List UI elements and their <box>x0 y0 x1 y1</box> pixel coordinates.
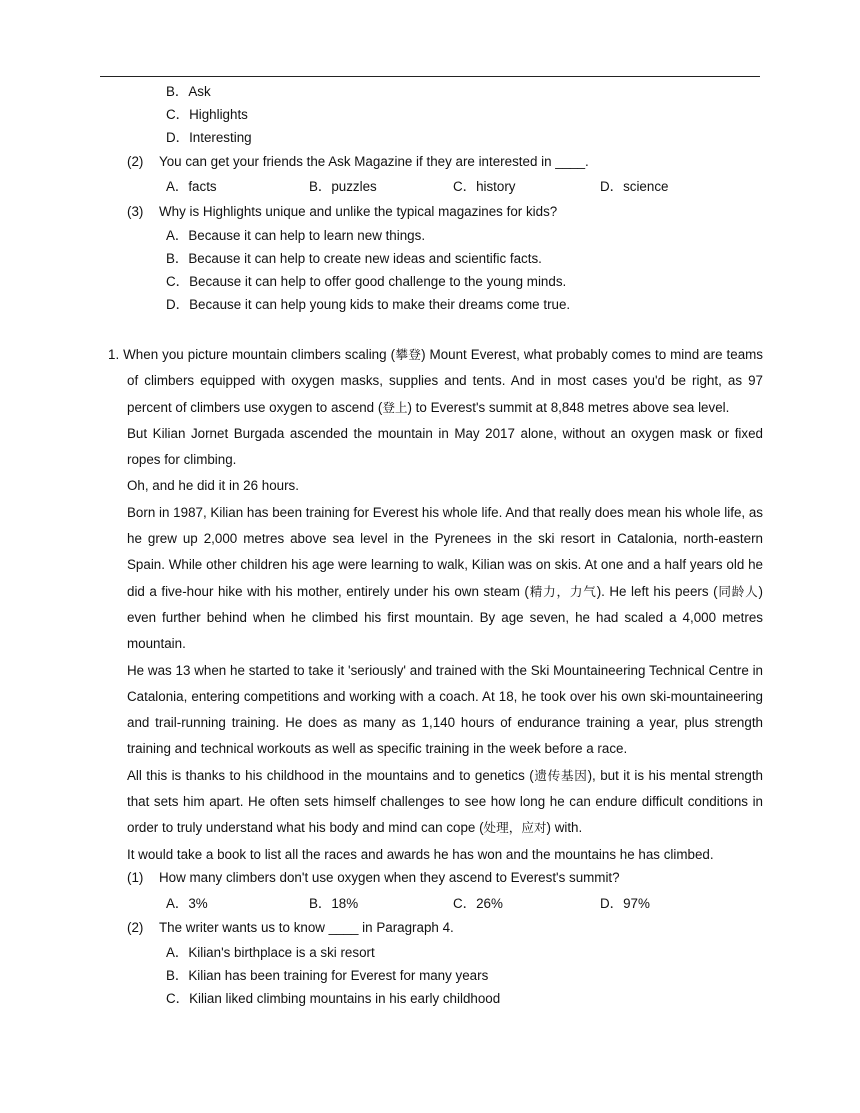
option-b: B．puzzles <box>309 179 377 194</box>
option-b: B．18% <box>309 896 359 911</box>
paragraph: 1. When you picture mountain climbers scaling (攀登) Mount Everest, what probably comes to mind are teams of climbers equipped with oxygen masks, supplies and tents. And in most cases you'd be right, as 97 percent of climbers use oxygen to ascend (登上) to Everest's summit at 8,848 metres above sea level. <box>108 347 763 415</box>
option-c: C．Kilian liked climbing mountains in his early childhood <box>166 991 501 1006</box>
option-b: B．Ask <box>166 84 211 99</box>
paragraph: Oh, and he did it in 26 hours. <box>127 478 299 494</box>
option-d: D．science <box>600 179 669 194</box>
header-rule <box>100 76 760 77</box>
option-d: D．97% <box>600 896 650 911</box>
question-stem: (2) You can get your friends the Ask Magazine if they are interested in ____. <box>127 154 589 169</box>
reading-passage <box>108 342 764 868</box>
question-stem: (1) How many climbers don't use oxygen when they ascend to Everest's summit? <box>127 870 620 885</box>
option-d: D．Interesting <box>166 130 252 145</box>
paragraph: Born in 1987, Kilian has been training for Everest his whole life. And that really does mean his whole life, as he grew up 2,000 metres above sea level in the Pyrenees in the ski resort in Catalonia, north-eastern Spain. While other children his age were learning to walk, Kilian was on skis. At one and a half years old he did a five-hour hike with his mother, entirely under his own steam (精力，力气). He left his peers (同龄人) even further behind when he climbed his first mountain. By age seven, he had scaled a 4,000 metres mountain. <box>127 504 764 652</box>
option-a: A．Because it can help to learn new things. <box>166 228 426 243</box>
option-c: C．history <box>453 179 516 194</box>
paragraph: But Kilian Jornet Burgada ascended the mountain in May 2017 alone, without an oxygen mask or fixed ropes for climbing. <box>127 425 763 468</box>
option-b: B．Because it can help to create new ideas and scientific facts. <box>166 251 542 266</box>
question-stem: (2) The writer wants us to know ____ in Paragraph 4. <box>127 920 454 935</box>
option-d: D．Because it can help young kids to make their dreams come true. <box>166 297 571 312</box>
option-a: A．facts <box>166 179 217 194</box>
option-c: C．26% <box>453 896 503 911</box>
option-a: A．Kilian's birthplace is a ski resort <box>166 945 375 960</box>
option-c: C．Highlights <box>166 107 248 122</box>
paragraph: All this is thanks to his childhood in the mountains and to genetics (遗传基因), but it is his mental strength that sets him apart. He often sets himself challenges to see how long he can endure difficult conditions in order to truly understand what his body and mind can cope (处理，应对) with. <box>127 767 764 836</box>
paragraph: It would take a book to list all the races and awards he has won and the mountains he has climbed. <box>127 846 714 862</box>
paragraph: He was 13 when he started to take it 'seriously' and trained with the Ski Mountaineering Technical Centre in Catalonia, entering competitions and working with a coach. At 18, he took over his own ski-mountaineering and trail-running training. He does as many as 1,140 hours of endurance training a year, plus strength training and technical workouts as well as specific training in the week before a race. <box>127 662 763 757</box>
option-a: A．3% <box>166 896 208 911</box>
question-stem: (3) Why is Highlights unique and unlike the typical magazines for kids? <box>127 204 558 219</box>
option-b: B．Kilian has been training for Everest for many years <box>166 968 489 983</box>
option-c: C．Because it can help to offer good challenge to the young minds. <box>166 274 567 289</box>
